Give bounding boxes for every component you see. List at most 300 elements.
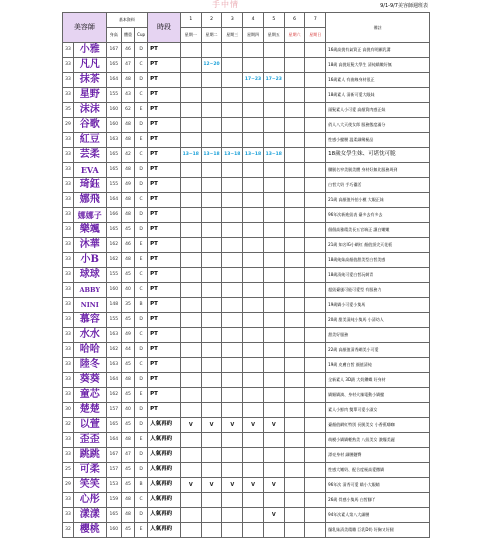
- day-cell: [284, 373, 305, 388]
- weight-cell: 49: [121, 178, 134, 193]
- day-cell: [284, 358, 305, 373]
- day-cell: [284, 403, 305, 418]
- day-cell: [284, 133, 305, 148]
- weight-cell: 45: [121, 523, 134, 538]
- row-index: 33: [63, 373, 74, 388]
- header-note: 備註: [326, 13, 430, 43]
- weight-cell: 45: [121, 418, 134, 433]
- cup-cell: E: [135, 523, 148, 538]
- row-index: 33: [63, 193, 74, 208]
- group-cell: PT: [148, 88, 181, 103]
- day-cell: [201, 298, 222, 313]
- height-cell: 160: [106, 118, 121, 133]
- cup-cell: D: [135, 43, 148, 58]
- weight-cell: 48: [121, 208, 134, 223]
- day-cell: [243, 448, 264, 463]
- day-cell: V: [201, 418, 222, 433]
- day-cell: 13~18: [201, 148, 222, 163]
- day-cell: [284, 283, 305, 298]
- day-cell: [263, 43, 284, 58]
- cup-cell: C: [135, 358, 148, 373]
- day-cell: [201, 433, 222, 448]
- day-cell: [305, 238, 326, 253]
- day-cell: [222, 208, 243, 223]
- day-cell: [305, 268, 326, 283]
- day-cell: [263, 193, 284, 208]
- day-cell: [180, 268, 201, 283]
- table-row: [63, 268, 430, 283]
- note-cell: 甜美好服務: [326, 328, 430, 343]
- day-cell: [180, 73, 201, 88]
- group-cell: 人氣再約: [148, 448, 181, 463]
- day-cell: 13~18: [243, 148, 264, 163]
- height-cell: 148: [106, 298, 121, 313]
- day-cell: [222, 193, 243, 208]
- day-cell: [180, 253, 201, 268]
- group-cell: 人氣再約: [148, 493, 181, 508]
- day-cell: [284, 343, 305, 358]
- note-cell: 臺顏值網紅特別 長腿美女 小香蕉嗨咖: [326, 418, 430, 433]
- height-cell: 164: [106, 73, 121, 88]
- cup-cell: D: [135, 403, 148, 418]
- note-cell: 個個高雅精美長五官端正 讓白嫩嫩: [326, 223, 430, 238]
- note-cell: 性感小蠻腰 溫柔細緻極品: [326, 133, 430, 148]
- day-cell: [243, 508, 264, 523]
- day-cell: [201, 448, 222, 463]
- height-cell: 160: [106, 103, 121, 118]
- day-cell: [180, 328, 201, 343]
- header-day-name: 星期三: [222, 28, 243, 43]
- day-cell: [180, 238, 201, 253]
- weight-cell: 44: [121, 343, 134, 358]
- stylist-name: 歪歪: [73, 433, 106, 448]
- stylist-name: 小雅: [73, 43, 106, 58]
- day-cell: [222, 88, 243, 103]
- day-cell: [243, 208, 264, 223]
- day-cell: [201, 343, 222, 358]
- height-cell: 166: [106, 208, 121, 223]
- height-cell: 155: [106, 178, 121, 193]
- group-cell: PT: [148, 373, 181, 388]
- day-cell: [180, 58, 201, 73]
- day-cell: [284, 463, 305, 478]
- cup-cell: E: [135, 133, 148, 148]
- watermark: 手中情: [212, 0, 239, 9]
- day-cell: [263, 403, 284, 418]
- height-cell: 155: [106, 313, 121, 328]
- header-name: 美容師: [63, 13, 107, 43]
- note-cell: 超級臺風可能可愛型 有服務力: [326, 283, 430, 298]
- day-cell: [305, 493, 326, 508]
- day-cell: 17~23: [263, 73, 284, 88]
- stylist-name: 星野: [73, 88, 106, 103]
- weight-cell: 48: [121, 493, 134, 508]
- note-cell: 漂亮身材 細腰翹臀: [326, 448, 430, 463]
- height-cell: 162: [106, 343, 121, 358]
- day-cell: [263, 283, 284, 298]
- day-cell: [284, 163, 305, 178]
- table-row: [63, 133, 430, 148]
- day-cell: [243, 268, 264, 283]
- weight-cell: 35: [121, 298, 134, 313]
- day-cell: [284, 238, 305, 253]
- header-day-number: 4: [243, 13, 264, 28]
- weight-cell: 45: [121, 478, 134, 493]
- header-basic-info: 基本資料: [106, 13, 148, 28]
- day-cell: [284, 43, 305, 58]
- note-cell: 頭髮素人小可愛 高顏質肉感正妹: [326, 103, 430, 118]
- day-cell: [305, 433, 326, 448]
- day-cell: [243, 283, 264, 298]
- day-cell: [180, 523, 201, 538]
- day-cell: [284, 208, 305, 223]
- schedule-table: [62, 12, 430, 538]
- weight-cell: 48: [121, 373, 134, 388]
- weight-cell: 48: [121, 433, 134, 448]
- day-cell: [180, 223, 201, 238]
- group-cell: PT: [148, 268, 181, 283]
- note-cell: 18歲女學生妹、可堪忱可脆: [326, 148, 430, 163]
- height-cell: 157: [106, 463, 121, 478]
- day-cell: [263, 463, 284, 478]
- stylist-name: 陸冬: [73, 358, 106, 373]
- stylist-name: 沐華: [73, 238, 106, 253]
- height-cell: 160: [106, 283, 121, 298]
- stylist-name: 櫻桃: [73, 523, 106, 538]
- day-cell: [305, 358, 326, 373]
- stylist-name: EVA: [73, 163, 106, 178]
- stylist-name: 球球: [73, 268, 106, 283]
- note-cell: 19歲嬌小可愛小隻馬: [326, 298, 430, 313]
- stylist-name: 漾漾: [73, 508, 106, 523]
- day-cell: [305, 343, 326, 358]
- day-cell: [180, 373, 201, 388]
- day-cell: [305, 448, 326, 463]
- day-cell: [284, 523, 305, 538]
- table-row: [63, 103, 430, 118]
- stylist-name: 葵葵: [73, 373, 106, 388]
- day-cell: [222, 508, 243, 523]
- height-cell: 167: [106, 43, 121, 58]
- row-index: 33: [63, 448, 74, 463]
- row-index: 33: [63, 148, 74, 163]
- day-cell: [305, 403, 326, 418]
- day-cell: [222, 268, 243, 283]
- group-cell: 人氣再約: [148, 508, 181, 523]
- group-cell: PT: [148, 43, 181, 58]
- day-cell: [222, 448, 243, 463]
- day-cell: [201, 88, 222, 103]
- stylist-name: 凡凡: [73, 58, 106, 73]
- note-cell: 19歲 皮膚白皙 顏值清純: [326, 358, 430, 373]
- note-cell: 21歲 知名IG小網紅 顏值頂尖天花板: [326, 238, 430, 253]
- group-cell: PT: [148, 328, 181, 343]
- table-row: [63, 433, 430, 448]
- day-cell: [243, 118, 264, 133]
- row-index: 33: [63, 313, 74, 328]
- day-cell: [222, 58, 243, 73]
- day-cell: [305, 388, 326, 403]
- group-cell: 人氣再約: [148, 418, 181, 433]
- weight-cell: 40: [121, 283, 134, 298]
- day-cell: [263, 298, 284, 313]
- table-row: [63, 253, 430, 268]
- day-cell: [263, 343, 284, 358]
- day-cell: [201, 268, 222, 283]
- table-row: [63, 343, 430, 358]
- day-cell: [180, 313, 201, 328]
- row-index: 33: [63, 508, 74, 523]
- group-cell: PT: [148, 58, 181, 73]
- day-cell: [305, 463, 326, 478]
- stylist-name: 抹茶: [73, 73, 106, 88]
- weight-cell: 45: [121, 223, 134, 238]
- day-cell: [180, 508, 201, 523]
- day-cell: [222, 403, 243, 418]
- note-cell: 萌模小嬌嬌輕熟美 八級美女 激爆美麗: [326, 433, 430, 448]
- row-index: 33: [63, 358, 74, 373]
- table-row: [63, 283, 430, 298]
- day-cell: [284, 148, 305, 163]
- row-index: 33: [63, 343, 74, 358]
- row-index: 33: [63, 238, 74, 253]
- day-cell: [180, 358, 201, 373]
- day-cell: [222, 73, 243, 88]
- day-cell: [284, 58, 305, 73]
- table-row: [63, 328, 430, 343]
- day-cell: [243, 193, 264, 208]
- group-cell: PT: [148, 253, 181, 268]
- table-row: [63, 208, 430, 223]
- day-cell: [180, 343, 201, 358]
- day-cell: [284, 508, 305, 523]
- day-cell: [180, 493, 201, 508]
- group-cell: PT: [148, 193, 181, 208]
- note-cell: 18歲素人 清新可愛大眼妹: [326, 88, 430, 103]
- cup-cell: E: [135, 103, 148, 118]
- note-cell: 94年次素人第八大細腰: [326, 508, 430, 523]
- day-cell: [180, 133, 201, 148]
- day-cell: [263, 118, 284, 133]
- header-weight: 體重: [121, 28, 134, 43]
- table-row: [63, 298, 430, 313]
- day-cell: [263, 328, 284, 343]
- stylist-name: 樂颯: [73, 223, 106, 238]
- day-cell: [222, 43, 243, 58]
- stylist-name: 紅豆: [73, 133, 106, 148]
- day-cell: [222, 133, 243, 148]
- table-row: [63, 403, 430, 418]
- weight-cell: 48: [121, 73, 134, 88]
- header-day-name: 星期日: [305, 28, 326, 43]
- group-cell: PT: [148, 283, 181, 298]
- stylist-name: 水水: [73, 328, 106, 343]
- day-cell: V: [243, 478, 264, 493]
- weight-cell: 48: [121, 253, 134, 268]
- cup-cell: E: [135, 253, 148, 268]
- day-cell: [201, 523, 222, 538]
- day-cell: [305, 163, 326, 178]
- day-cell: [243, 358, 264, 373]
- day-cell: [284, 223, 305, 238]
- day-cell: [180, 178, 201, 193]
- day-cell: [180, 463, 201, 478]
- day-cell: V: [263, 478, 284, 493]
- row-index: 33: [63, 163, 74, 178]
- day-cell: [222, 163, 243, 178]
- day-cell: [201, 178, 222, 193]
- day-cell: [243, 388, 264, 403]
- day-cell: [263, 493, 284, 508]
- day-cell: [305, 103, 326, 118]
- group-cell: PT: [148, 208, 181, 223]
- day-cell: [222, 358, 243, 373]
- day-cell: [263, 178, 284, 193]
- weight-cell: 48: [121, 193, 134, 208]
- day-cell: V: [180, 478, 201, 493]
- day-cell: [222, 238, 243, 253]
- weight-cell: 45: [121, 463, 134, 478]
- day-cell: [305, 523, 326, 538]
- header-day-number: 6: [284, 13, 305, 28]
- height-cell: 164: [106, 433, 121, 448]
- day-cell: [222, 178, 243, 193]
- day-cell: [201, 118, 222, 133]
- day-cell: [284, 328, 305, 343]
- cup-cell: B: [135, 478, 148, 493]
- stylist-name: 娜飛: [73, 193, 106, 208]
- weight-cell: 49: [121, 328, 134, 343]
- group-cell: PT: [148, 403, 181, 418]
- day-cell: V: [243, 418, 264, 433]
- height-cell: 165: [106, 148, 121, 163]
- header-group: 時段: [148, 13, 181, 43]
- day-cell: [284, 298, 305, 313]
- note-cell: 16歲素人 有曲線身材很正: [326, 73, 430, 88]
- weight-cell: 48: [121, 508, 134, 523]
- header-cup: Cup: [135, 28, 148, 43]
- day-cell: [305, 253, 326, 268]
- stylist-name: 笑笑: [73, 478, 106, 493]
- cup-cell: D: [135, 508, 148, 523]
- header-day-number: 5: [263, 13, 284, 28]
- cup-cell: D: [135, 463, 148, 478]
- height-cell: 162: [106, 253, 121, 268]
- weight-cell: 46: [121, 43, 134, 58]
- day-cell: [201, 463, 222, 478]
- day-cell: [305, 418, 326, 433]
- day-cell: [305, 148, 326, 163]
- row-index: 33: [63, 178, 74, 193]
- day-cell: [263, 88, 284, 103]
- day-cell: [222, 118, 243, 133]
- group-cell: PT: [148, 178, 181, 193]
- group-cell: PT: [148, 343, 181, 358]
- day-cell: [284, 388, 305, 403]
- day-cell: [284, 493, 305, 508]
- group-cell: PT: [148, 73, 181, 88]
- day-cell: 17~23: [243, 73, 264, 88]
- day-cell: [284, 268, 305, 283]
- row-index: 33: [63, 43, 74, 58]
- stylist-name: 芸柔: [73, 148, 106, 163]
- day-cell: [284, 313, 305, 328]
- day-cell: [201, 493, 222, 508]
- day-cell: [222, 313, 243, 328]
- day-cell: [305, 133, 326, 148]
- row-index: 33: [63, 493, 74, 508]
- table-row: [63, 223, 430, 238]
- day-cell: [180, 283, 201, 298]
- schedule-rows: [63, 43, 430, 538]
- day-cell: V: [263, 418, 284, 433]
- group-cell: PT: [148, 133, 181, 148]
- day-cell: 13~18: [222, 148, 243, 163]
- cup-cell: D: [135, 73, 148, 88]
- day-cell: [222, 433, 243, 448]
- group-cell: PT: [148, 388, 181, 403]
- header-day-name: 星期五: [263, 28, 284, 43]
- day-cell: [180, 103, 201, 118]
- row-index: 35: [63, 103, 74, 118]
- day-cell: [284, 193, 305, 208]
- row-index: 32: [63, 418, 74, 433]
- row-index: 33: [63, 298, 74, 313]
- header-day-name: 星期四: [243, 28, 264, 43]
- day-cell: [263, 253, 284, 268]
- stylist-name: 心彤: [73, 493, 106, 508]
- row-index: 33: [63, 223, 74, 238]
- cup-cell: C: [135, 283, 148, 298]
- day-cell: [263, 133, 284, 148]
- header-height: 身高: [106, 28, 121, 43]
- cup-cell: E: [135, 238, 148, 253]
- sheet-title: 9/1-9/7美容師週班表: [380, 3, 428, 9]
- day-cell: [263, 58, 284, 73]
- day-cell: V: [263, 508, 284, 523]
- table-row: [63, 178, 430, 193]
- height-cell: 159: [106, 493, 121, 508]
- day-cell: [243, 463, 264, 478]
- day-cell: [305, 58, 326, 73]
- cup-cell: C: [135, 193, 148, 208]
- header-day-number: 3: [222, 13, 243, 28]
- day-cell: [305, 298, 326, 313]
- row-index: 32: [63, 523, 74, 538]
- day-cell: [305, 178, 326, 193]
- day-cell: [201, 358, 222, 373]
- day-cell: [243, 43, 264, 58]
- group-cell: 人氣再約: [148, 523, 181, 538]
- cup-cell: D: [135, 178, 148, 193]
- row-index: 33: [63, 73, 74, 88]
- day-cell: [222, 523, 243, 538]
- day-cell: [305, 283, 326, 298]
- day-cell: [180, 118, 201, 133]
- day-cell: [243, 178, 264, 193]
- day-cell: [263, 163, 284, 178]
- cup-cell: D: [135, 343, 148, 358]
- cup-cell: C: [135, 88, 148, 103]
- day-cell: [180, 88, 201, 103]
- day-cell: [243, 298, 264, 313]
- note-cell: 96年次 清秀可愛 嬌小大眼睛: [326, 478, 430, 493]
- day-cell: [263, 523, 284, 538]
- row-index: 30: [63, 403, 74, 418]
- height-cell: 164: [106, 373, 121, 388]
- day-cell: [222, 493, 243, 508]
- row-index: 33: [63, 253, 74, 268]
